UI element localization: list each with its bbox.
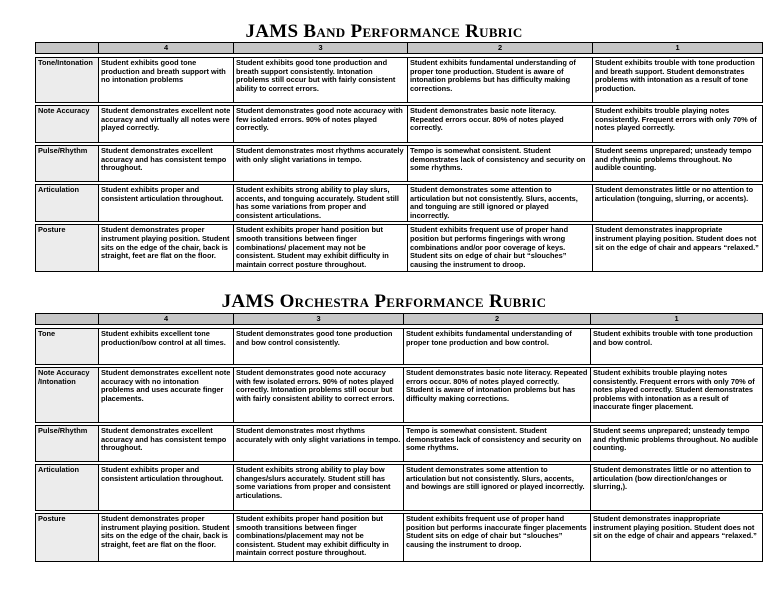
category-label: Tone [36,329,99,365]
criteria-cell: Student demonstrates inappropriate instrument playing position. Student does not sit on the edge of chair and appears “relaxed.” [591,514,763,562]
criteria-cell: Student exhibits frequent use of proper hand position but performs fingerings with wrong combinations and/or poor coverage of keys. Student sits on edge of chair but “slouches” causing the instrument to droop. [408,225,593,272]
score-header-4: 4 [99,314,234,325]
band-rubric-title: JAMS Band Performance Rubric [245,21,523,42]
category-label: Pulse/Rhythm [36,146,99,182]
band-row-articulation [36,185,763,222]
criteria-cell: Student exhibits strong ability to play slurs, accents, and tonguing accurately. Student still has some variations from proper and consistent articulations. [234,185,408,222]
criteria-cell: Student seems unprepared; unsteady tempo and rhythmic problems throughout. No audible counting. [593,146,763,182]
criteria-cell: Student exhibits frequent use of proper hand position but performs inaccurate finger placements Student sits on edge of chair but “slouches” causing the instrument to droop. [404,514,591,562]
criteria-cell: Student demonstrates excellent note accuracy with no intonation problems and uses accurate finger placements. [99,368,234,423]
criteria-cell: Student demonstrates basic note literacy. Repeated errors occur. 80% of notes played correctly. Student is aware of intonation problems but has difficulty making corrections. [404,368,591,423]
criteria-cell: Student exhibits good tone production and breath support consistently. Intonation problems still occur but with fairly consistent ability to correct errors. [234,58,408,103]
criteria-cell: Student demonstrates excellent note accuracy and virtually all notes were played correctly. [99,106,234,143]
criteria-cell: Student exhibits proper hand position but smooth transitions between finger combinations/ placement may not be consistent. Student may exhibit difficulty in maintain correct posture throughout. [234,225,408,272]
criteria-cell: Student demonstrates basic note literacy. Repeated errors occur. 80% of notes played correctly. [408,106,593,143]
criteria-cell: Student demonstrates some attention to articulation but not consistently. Slurs, accents, and tonguing are still ignored or played incorrectly. [408,185,593,222]
criteria-cell: Tempo is somewhat consistent. Student demonstrates lack of consistency and security on some rhythms. [404,426,591,462]
criteria-cell: Student demonstrates good note accuracy with few isolated errors. 90% of notes played correctly. Intonation problems still occur but with fairly consistent ability to correct errors. [234,368,404,423]
criteria-cell: Student demonstrates proper instrument playing position. Student sits on the edge of the chair, back is straight, feet are flat on the floor. [99,514,234,562]
criteria-cell: Student demonstrates most rhythms accurately with only slight variations in tempo. [234,426,404,462]
category-label: Articulation [36,465,99,511]
header-corner [36,43,99,54]
criteria-cell: Student demonstrates inappropriate instrument playing position. Student does not sit on the edge of chair and appears “relaxed.” [593,225,763,272]
header-corner [36,314,99,325]
orchestra-row-pulse-rhythm [36,426,763,462]
criteria-cell: Student exhibits proper and consistent articulation throughout. [99,185,234,222]
category-label: Posture [36,225,99,272]
score-header-3: 3 [234,314,404,325]
band-header-row [36,43,763,54]
criteria-cell: Tempo is somewhat consistent. Student demonstrates lack of consistency and security on some rhythms. [408,146,593,182]
band-row-note-accuracy [36,106,763,143]
criteria-cell: Student exhibits trouble playing notes consistently. Frequent errors with only 70% of notes played correctly. [593,106,763,143]
criteria-cell: Student demonstrates excellent accuracy and has consistent tempo throughout. [99,146,234,182]
orchestra-row-tone [36,329,763,365]
criteria-cell: Student demonstrates excellent accuracy and has consistent tempo throughout. [99,426,234,462]
band-row-pulse-rhythm [36,146,763,182]
criteria-cell: Student demonstrates good note accuracy with few isolated errors. 90% of notes played correctly. [234,106,408,143]
score-header-2: 2 [404,314,591,325]
criteria-cell: Student demonstrates little or no attention to articulation (bow direction/changes or slurring,). [591,465,763,511]
category-label: Tone/Intonation [36,58,99,103]
orchestra-row-posture [36,514,763,562]
score-header-3: 3 [234,43,408,54]
band-row-tone [36,58,763,103]
orchestra-rubric-table [35,313,763,562]
band-row-posture [36,225,763,272]
orchestra-row-articulation [36,465,763,511]
category-label: Note Accuracy /Intonation [36,368,99,423]
criteria-cell: Student seems unprepared; unsteady tempo and rhythmic problems throughout. No audible counting. [591,426,763,462]
criteria-cell: Student exhibits proper and consistent articulation throughout. [99,465,234,511]
criteria-cell: Student exhibits fundamental understanding of proper tone production and bow control. [404,329,591,365]
criteria-cell: Student demonstrates good tone production and bow control consistently. [234,329,404,365]
score-header-2: 2 [408,43,593,54]
band-rubric-table [35,42,763,272]
category-label: Note Accuracy [36,106,99,143]
category-label: Pulse/Rhythm [36,426,99,462]
criteria-cell: Student demonstrates little or no attention to articulation (tonguing, slurring, or accents). [593,185,763,222]
orchestra-row-note-accuracy [36,368,763,423]
criteria-cell: Student exhibits trouble with tone production and breath support. Student demonstrates problems with intonation as a result of tone production. [593,58,763,103]
criteria-cell: Student demonstrates most rhythms accurately with only slight variations in tempo. [234,146,408,182]
criteria-cell: Student exhibits strong ability to play bow changes/slurs accurately. Student still has some variations from proper and consistent articulations. [234,465,404,511]
criteria-cell: Student demonstrates some attention to articulation but not consistently. Slurs, accents, and bowings are still ignored or played incorrectly. [404,465,591,511]
criteria-cell: Student exhibits trouble with tone production and bow control. [591,329,763,365]
criteria-cell: Student demonstrates proper instrument playing position. Student sits on the edge of the chair, back is straight, feet are flat on the floor. [99,225,234,272]
criteria-cell: Student exhibits proper hand position but smooth transitions between finger combinations/placement may not be consistent. Student may exhibit difficulty in maintain correct posture throughout. [234,514,404,562]
orchestra-header-row [36,314,763,325]
criteria-cell: Student exhibits excellent tone production/bow control at all times. [99,329,234,365]
criteria-cell: Student exhibits fundamental understanding of proper tone production. Student is aware of intonation problems but has difficulty making corrections. [408,58,593,103]
orchestra-rubric-title: JAMS Orchestra Performance Rubric [221,291,547,312]
criteria-cell: Student exhibits good tone production and breath support with no intonation problems [99,58,234,103]
category-label: Posture [36,514,99,562]
score-header-1: 1 [593,43,763,54]
criteria-cell: Student exhibits trouble playing notes consistently. Frequent errors with only 70% of notes played correctly. Student demonstrates problems with intonation as a result of inaccurate finger placement. [591,368,763,423]
score-header-4: 4 [99,43,234,54]
category-label: Articulation [36,185,99,222]
score-header-1: 1 [591,314,763,325]
